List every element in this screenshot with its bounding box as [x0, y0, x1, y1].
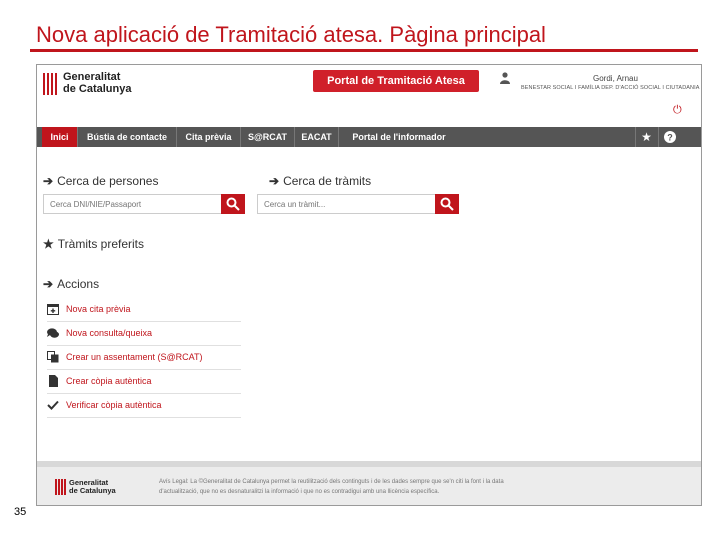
portal-tramitacio-button[interactable]: Portal de Tramitació Atesa — [313, 70, 479, 92]
action-label: Nova consulta/queixa — [66, 328, 153, 338]
user-icon[interactable] — [500, 72, 510, 84]
search-procedures-title: Cerca de tràmits — [283, 174, 372, 188]
search-procedures-input[interactable] — [258, 195, 434, 213]
check-icon — [47, 399, 59, 411]
favorites-title: Tràmits preferits — [57, 237, 144, 251]
action-verificar-copia[interactable] — [47, 394, 241, 418]
app-screenshot — [36, 64, 702, 506]
arrow-right-icon: ➔ — [269, 174, 280, 188]
file-icon — [47, 375, 59, 387]
footer-divider — [37, 461, 701, 467]
search-icon — [226, 197, 240, 211]
action-label: Crear un assentament (S@RCAT) — [66, 352, 203, 362]
generalitat-stripes-icon — [43, 73, 59, 95]
star-icon: ★ — [43, 237, 54, 251]
action-crear-copia[interactable] — [47, 370, 241, 394]
slide-number: 35 — [14, 506, 27, 518]
nav-item-cita-previa[interactable]: Cita prèvia — [177, 127, 241, 147]
calendar-plus-icon — [47, 303, 59, 315]
search-procedures-button[interactable] — [435, 194, 459, 214]
action-nova-cita[interactable] — [47, 298, 241, 322]
logo-line-1: Generalitat — [63, 71, 121, 83]
user-name[interactable]: Gordi, Arnau — [593, 74, 638, 83]
title-rule — [30, 49, 698, 52]
search-icon — [440, 197, 454, 211]
nav-item-inici[interactable]: Inici — [42, 127, 78, 147]
legal-line-2: d'actualització, que no es desnaturalitzi la informació i que no es contradigui amb una llicència específica. — [159, 489, 440, 495]
svg-text:?: ? — [666, 132, 673, 143]
search-people-button[interactable] — [221, 194, 245, 214]
search-people-input[interactable] — [44, 195, 220, 213]
logo-line-2: de Catalunya — [63, 83, 132, 95]
main-nav — [37, 127, 701, 147]
comments-icon — [47, 327, 59, 339]
footer-logo-line-1: Generalitat — [69, 478, 109, 487]
arrow-right-icon: ➔ — [43, 174, 54, 188]
search-people-title: Cerca de persones — [57, 174, 159, 188]
legal-line-1: Avís Legal: La ©Generalitat de Catalunya permet la reutilització dels continguts i de les dades sempre que se'n citi la font i la data — [159, 479, 504, 485]
arrow-right-icon: ➔ — [43, 277, 54, 291]
favorites-heading — [43, 237, 144, 251]
search-people-box — [43, 194, 245, 214]
footer-logo-line-2: de Catalunya — [69, 486, 116, 495]
help-icon[interactable] — [658, 127, 680, 147]
search-procedures-heading — [269, 174, 371, 188]
nav-item-bustia[interactable]: Bústia de contacte — [78, 127, 177, 147]
user-department: BENESTAR SOCIAL I FAMÍLIA DEP. D'ACCIÓ SOCIAL I CIUTADANIA — [521, 85, 700, 91]
search-procedures-box — [257, 194, 459, 214]
action-nova-consulta[interactable] — [47, 322, 241, 346]
logo-text — [63, 71, 131, 95]
footer-generalitat-logo[interactable] — [55, 479, 125, 497]
generalitat-logo[interactable] — [43, 71, 153, 97]
power-icon[interactable]: ⏻ — [673, 104, 682, 116]
action-label: Nova cita prèvia — [66, 304, 131, 314]
legal-notice — [159, 477, 559, 497]
nav-item-sarcat[interactable]: S@RCAT — [241, 127, 295, 147]
footer-logo-text — [69, 479, 116, 495]
action-label: Verificar còpia autèntica — [66, 400, 162, 410]
actions-heading — [43, 277, 99, 291]
action-crear-assentament[interactable] — [47, 346, 241, 370]
nav-item-eacat[interactable]: EACAT — [295, 127, 339, 147]
generalitat-stripes-icon — [55, 479, 66, 495]
footer — [37, 461, 701, 506]
search-people-heading — [43, 174, 158, 188]
slide-title: Nova aplicació de Tramitació atesa. Pàgina principal — [36, 22, 546, 47]
copy-icon — [47, 351, 59, 363]
nav-item-portal-informador[interactable]: Portal de l'informador — [352, 132, 446, 142]
favorites-star-icon[interactable]: ★ — [635, 127, 657, 147]
action-label: Crear còpia autèntica — [66, 376, 152, 386]
actions-title: Accions — [57, 277, 100, 291]
